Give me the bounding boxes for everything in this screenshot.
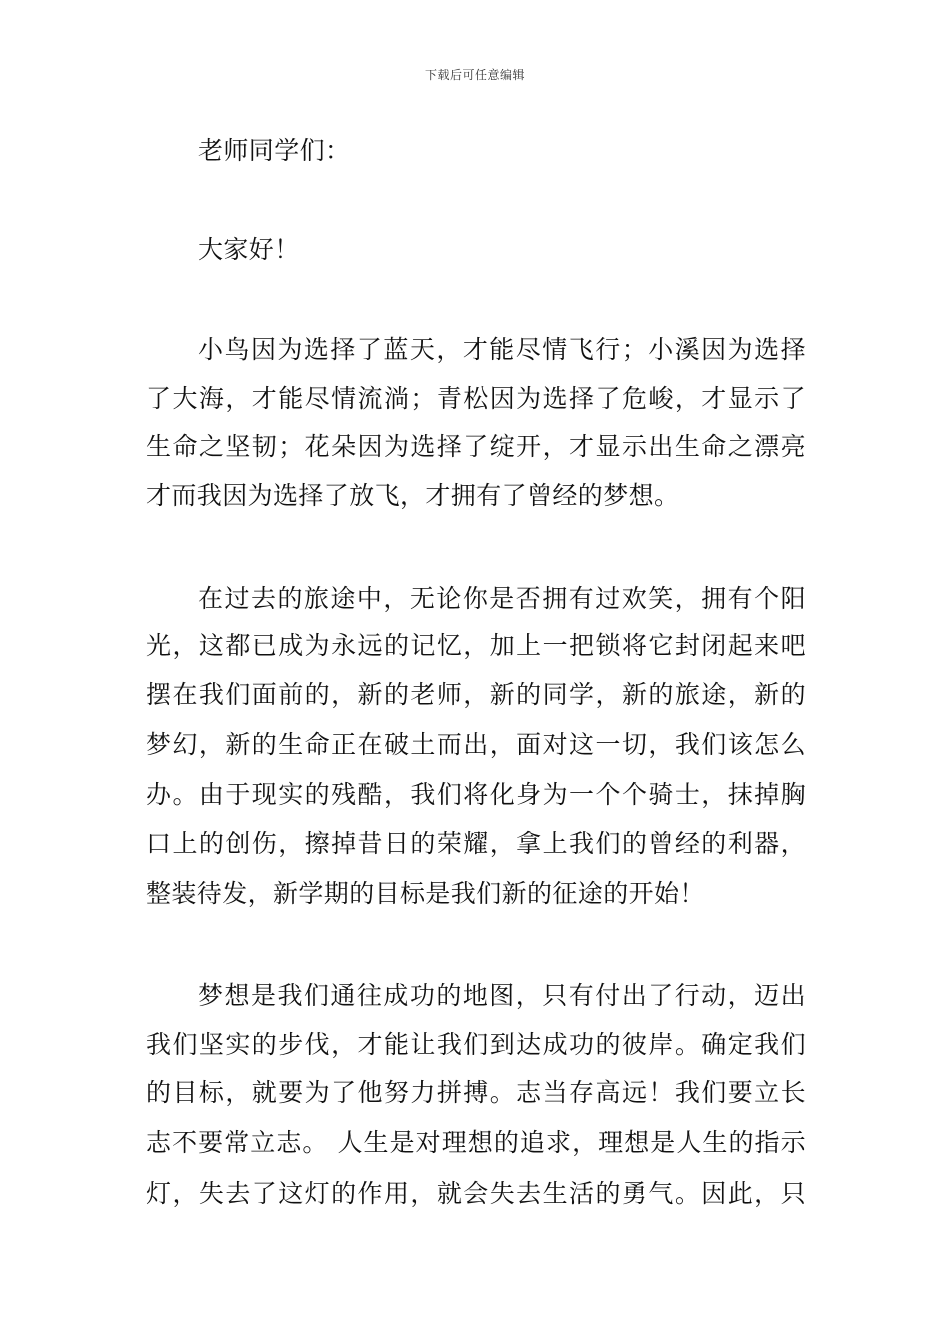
paragraph-1-line-4: 才而我因为选择了放飞，才拥有了曾经的梦想。 [146, 481, 680, 510]
greeting-line: 大家好！ [198, 235, 300, 264]
paragraph-2-line-4: 梦幻，新的生命正在破土而出，面对这一切，我们该怎么 [146, 730, 806, 759]
paragraph-1-line-2: 了大海，才能尽情流淌；青松因为选择了危峻，才显示了 [146, 384, 806, 413]
salutation-line: 老师同学们： [198, 136, 351, 165]
paragraph-1-line-3: 生命之坚韧；花朵因为选择了绽开，才显示出生命之漂亮 [146, 432, 806, 461]
paragraph-2-line-6: 口上的创伤，擦掉昔日的荣耀，拿上我们的曾经的利器， [146, 829, 806, 858]
paragraph-3-line-5: 灯，失去了这灯的作用，就会失去生活的勇气。因此，只 [146, 1179, 806, 1208]
paragraph-2-line-5: 办。由于现实的残酷，我们将化身为一个个骑士，抹掉胸 [146, 780, 806, 809]
paragraph-2-line-3: 摆在我们面前的，新的老师，新的同学，新的旅途，新的 [146, 680, 806, 709]
paragraph-2-line-2: 光，这都已成为永远的记忆，加上一把锁将它封闭起来吧 [146, 631, 806, 660]
paragraph-3-line-3: 的目标，就要为了他努力拼搏。志当存高远！我们要立长 [146, 1078, 806, 1107]
paragraph-3-line-4: 志不要常立志。 人生是对理想的追求，理想是人生的指示 [146, 1128, 806, 1157]
paragraph-2-line-1: 在过去的旅途中，无论你是否拥有过欢笑，拥有个阳 [198, 584, 806, 613]
paragraph-2-line-7: 整装待发，新学期的目标是我们新的征途的开始！ [146, 879, 705, 908]
paragraph-3-line-2: 我们坚实的步伐，才能让我们到达成功的彼岸。确定我们 [146, 1030, 806, 1059]
paragraph-1-line-1: 小鸟因为选择了蓝天，才能尽情飞行；小溪因为选择 [198, 335, 806, 364]
download-note: 下载后可任意编辑 [424, 68, 525, 82]
paragraph-3-line-1: 梦想是我们通往成功的地图，只有付出了行动，迈出 [198, 981, 806, 1010]
